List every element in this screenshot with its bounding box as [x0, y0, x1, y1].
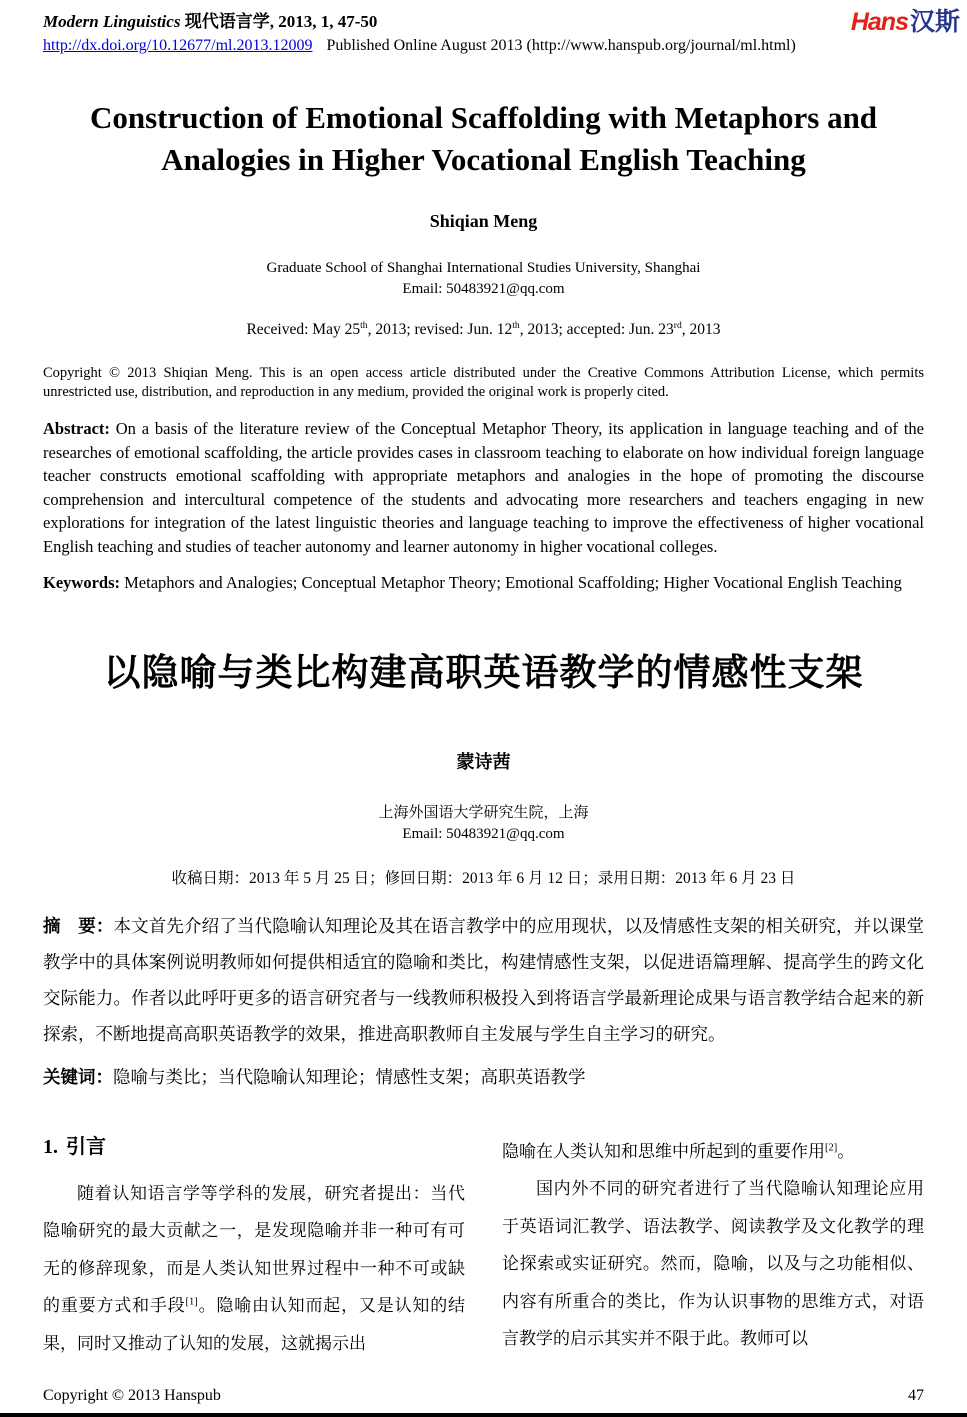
journal-title-line — [43, 7, 924, 32]
left-paragraph — [43, 1175, 465, 1363]
page-number: 47 — [908, 1387, 924, 1404]
abstract-cn — [43, 908, 924, 1052]
footer-copyright: Copyright © 2013 Hanspub — [43, 1387, 221, 1404]
keywords-en — [43, 571, 924, 595]
right-paragraph-text: 隐喻在人类认知和思维中所起到的重要作用 — [502, 1141, 825, 1161]
received-dates-cn: 收稿日期：2013 年 5 月 25 日；修回日期：2013 年 6 月 12 日；录用日期：2013 年 6 月 23 日 — [171, 869, 796, 887]
left-paragraph-text: 随着认知语言学等学科的发展，研究者提出：当代隐喻研究的最大贡献之一，是发现隐喻并非一种可有可无的修辞现象，而是人类认知世界过程中一种不可或缺的重要方式和手段 — [43, 1183, 465, 1315]
author-name-cn: 蒙诗茜 — [456, 751, 511, 772]
hanspub-logo — [851, 2, 960, 38]
hanspub-logo-latin: Hans — [850, 8, 908, 36]
page-header — [43, 0, 960, 55]
received-text: , 2013; revised: Jun. 12 — [367, 321, 513, 338]
affiliation-block-cn — [43, 803, 924, 845]
keywords-text-cn: 隐喻与类比；当代隐喻认知理论；情感性支架；高职英语教学 — [113, 1066, 586, 1087]
abstract-label-en: Abstract: — [43, 419, 110, 438]
published-info: Published Online August 2013 (http://www.hanspub.org/journal/ml.html) — [326, 37, 796, 54]
right-paragraph-2: 国内外不同的研究者进行了当代隐喻认知理论应用于英语词汇教学、语法教学、阅读教学及文化教学的理论探索或实证研究。然而，隐喻，以及与之功能相似、内容有所重合的类比，作为认识事物的思维方式，对语言教学的启示其实并不限于此。教师可以 — [502, 1179, 924, 1348]
received-text: , 2013; accepted: Jun. 23 — [519, 321, 674, 338]
page-footer — [43, 1387, 924, 1405]
affiliation-cn: 上海外国语大学研究生院，上海 — [378, 804, 589, 821]
keywords-cn — [43, 1059, 924, 1095]
journal-name: Modern Linguistics — [43, 12, 181, 31]
body-columns — [43, 1133, 924, 1363]
keywords-label-en: Keywords: — [43, 573, 120, 592]
left-column — [43, 1133, 465, 1363]
section-1-heading — [43, 1133, 465, 1161]
received-text: , 2013 — [681, 321, 721, 338]
article-title-en: Construction of Emotional Scaffolding with Metaphors and Analogies in Higher Vocational English Teaching — [89, 100, 878, 177]
hanspub-logo-cn: 汉斯 — [909, 8, 960, 36]
keywords-text-en: Metaphors and Analogies; Conceptual Metaphor Theory; Emotional Scaffolding; Higher Vocational English Teaching — [120, 573, 902, 592]
keywords-label-cn: 关键词： — [43, 1066, 113, 1087]
received-sup: rd — [673, 319, 682, 331]
right-paragraph-text: 。 — [837, 1141, 855, 1161]
received-dates-en — [43, 321, 924, 339]
doi-line — [43, 37, 924, 55]
copyright-notice-en: Copyright © 2013 Shiqian Meng. This is an open access article distributed under the Creative Commons Attribution License, which permits unrestricted use, distribution, and reproduction in any medium, provided the original work is properly cited. — [43, 365, 924, 400]
section-1-title: 引言 — [66, 1135, 106, 1158]
doi-link[interactable]: http://dx.doi.org/10.12677/ml.2013.12009 — [43, 37, 313, 54]
email-cn: Email: 50483921@qq.com — [402, 825, 565, 842]
journal-issue-info: 现代语言学, 2013, 1, 47-50 — [180, 12, 378, 31]
received-sup: th — [512, 319, 520, 331]
abstract-text-cn: 本文首先介绍了当代隐喻认知理论及其在语言教学中的应用现状，以及情感性支架的相关研究，并以课堂教学中的具体案例说明教师如何提供相适宜的隐喻和类比，构建情感性支架，以促进语篇理解、提高学生的跨文化交际能力。作者以此呼吁更多的语言研究者与一线教师积极投入到将语言学最新理论成果与语言教学结合起来的新探索，不断地提高高职英语教学的效果，推进高职教师自主发展与学生自主学习的研究。 — [43, 915, 925, 1044]
right-paragraph-continuation — [502, 1133, 924, 1171]
bottom-rule — [0, 1413, 967, 1417]
abstract-en — [43, 417, 924, 558]
abstract-label-cn: 摘 要： — [43, 915, 114, 936]
section-1-number: 1. — [43, 1135, 58, 1158]
received-text: Received: May 25 — [246, 321, 361, 338]
received-sup: th — [360, 319, 368, 331]
affiliation-en: Graduate School of Shanghai International Studies University, Shanghai — [266, 260, 701, 276]
email-en: Email: 50483921@qq.com — [402, 281, 565, 297]
abstract-text-en: On a basis of the literature review of the Conceptual Metaphor Theory, its application in language teaching and of the researches of emotional scaffolding, the article provides cases in classroom teaching to elaborate on how individual foreign language teacher constructs emotional scaffolding with appropriate metaphors and analogies in the hope of promoting the discourse comprehension and intercultural competence of the students and advocating more researchers and teachers engaging in new explorations for integration of the latest linguistic theories and language teaching to improve the effectiveness of higher vocational English teaching and studies of teacher autonomy and learner autonomy in higher vocational colleges. — [43, 419, 924, 556]
article-title-cn: 以隐喻与类比构建高职英语教学的情感性支架 — [103, 651, 864, 693]
author-name-en: Shiqian Meng — [429, 211, 538, 231]
reference-2-marker: [2] — [825, 1141, 838, 1153]
left-paragraph-text: 。隐喻由认知而起，又是认知的结果，同时又推动了认知的发展，这就揭示出 — [43, 1296, 466, 1353]
affiliation-block-en — [43, 258, 924, 300]
reference-1-marker: [1] — [185, 1296, 198, 1308]
right-column — [502, 1133, 924, 1363]
